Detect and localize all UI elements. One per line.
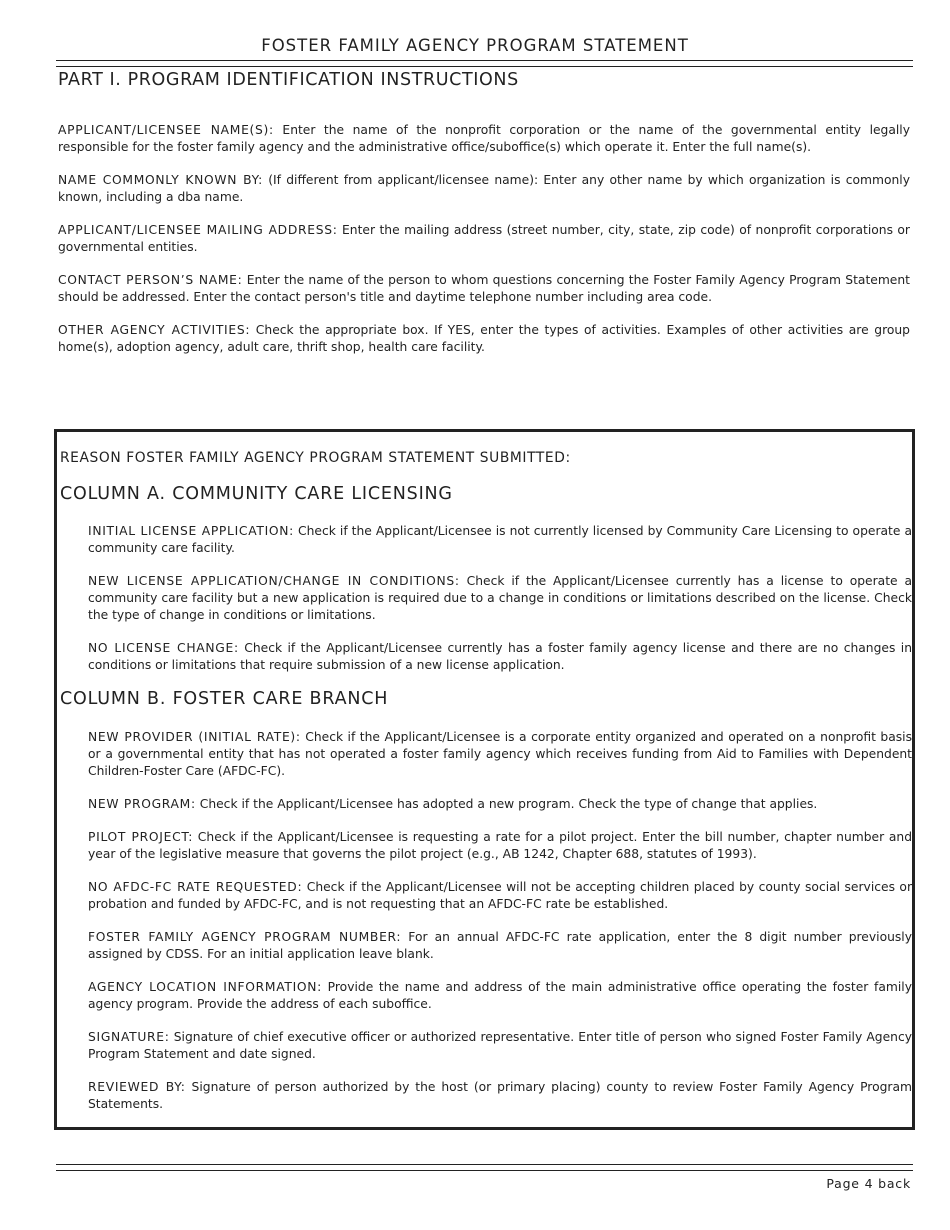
instruction-paragraph — [58, 272, 910, 306]
column-b-items — [88, 729, 912, 1129]
instruction-label: OTHER AGENCY ACTIVITIES: — [58, 323, 251, 337]
instruction-label: AGENCY LOCATION INFORMATION: — [88, 980, 323, 994]
instruction-label: APPLICANT/LICENSEE NAME(S): — [58, 123, 274, 137]
instruction-paragraph — [88, 979, 912, 1013]
instruction-label: PILOT PROJECT: — [88, 830, 194, 844]
instruction-label: NEW LICENSE APPLICATION/CHANGE IN CONDITIONS: — [88, 574, 460, 588]
instruction-label: INITIAL LICENSE APPLICATION: — [88, 524, 295, 538]
instruction-paragraph — [88, 829, 912, 863]
instruction-text: Check if the Applicant/Licensee is a corporate entity organized and operated on a nonprofit basis or a governmental entity that has not operated a foster family agency which receives funding from Aid to Families with Dependent Children-Foster Care (AFDC-FC). — [88, 730, 912, 778]
instruction-label: SIGNATURE: — [88, 1030, 170, 1044]
instruction-label: APPLICANT/LICENSEE MAILING ADDRESS: — [58, 223, 338, 237]
part1-instructions — [58, 122, 910, 372]
instruction-text: Enter the name of the person to whom questions concerning the Foster Family Agency Program Statement should be addressed. Enter the contact person's title and daytime telephone number including area code. — [58, 273, 910, 304]
instruction-paragraph — [88, 729, 912, 780]
instruction-paragraph — [88, 796, 912, 813]
instruction-text: Enter the name of the nonprofit corporation or the name of the governmental entity legally responsible for the foster family agency and the administrative office/suboffice(s) which operate it. Enter the full name(s). — [58, 123, 911, 154]
column-b-heading: COLUMN B. FOSTER CARE BRANCH — [60, 689, 389, 709]
column-a-heading: COLUMN A. COMMUNITY CARE LICENSING — [60, 484, 453, 504]
column-a-items — [88, 523, 912, 690]
instruction-paragraph — [88, 573, 912, 624]
document-title: FOSTER FAMILY AGENCY PROGRAM STATEMENT — [261, 36, 689, 55]
instruction-paragraph — [88, 640, 912, 674]
instruction-label: FOSTER FAMILY AGENCY PROGRAM NUMBER: — [88, 930, 402, 944]
instruction-paragraph — [88, 879, 912, 913]
reason-box — [54, 429, 915, 1130]
instruction-text: Check if the Applicant/Licensee will not be accepting children placed by county social services or probation and funded by AFDC-FC, and is not requesting that an AFDC-FC rate be established. — [88, 880, 912, 911]
instruction-paragraph — [58, 322, 910, 356]
instruction-paragraph — [88, 523, 912, 557]
instruction-paragraph — [88, 1079, 912, 1113]
instruction-label: NEW PROVIDER (INITIAL RATE): — [88, 730, 301, 744]
instruction-paragraph — [88, 929, 912, 963]
instruction-label: NO AFDC-FC RATE REQUESTED: — [88, 880, 303, 894]
instruction-paragraph — [58, 172, 910, 206]
instruction-text: Check if the Applicant/Licensee currently has a foster family agency license and there are no changes in conditions or limitations that require submission of a new license application. — [88, 641, 912, 672]
reason-heading: REASON FOSTER FAMILY AGENCY PROGRAM STATEMENT SUBMITTED: — [60, 450, 571, 466]
instruction-paragraph — [88, 1029, 912, 1063]
page-number: Page 4 back — [826, 1176, 911, 1191]
part-heading: PART I. PROGRAM IDENTIFICATION INSTRUCTIONS — [58, 70, 519, 90]
instruction-text: Check if the Applicant/Licensee currently has a license to operate a community care facility but a new application is required due to a change in conditions or limitations described on the license. Check the type of change in conditions or limitations. — [88, 574, 912, 622]
instruction-text: Check the appropriate box. If YES, enter the types of activities. Examples of other activities are group home(s), adoption agency, adult care, thrift shop, health care facility. — [58, 323, 910, 354]
instruction-label: NAME COMMONLY KNOWN BY: — [58, 173, 263, 187]
footer-double-rule — [56, 1164, 913, 1171]
instruction-text: Signature of person authorized by the host (or primary placing) county to review Foster Family Agency Program Statements. — [88, 1080, 912, 1111]
instruction-paragraph — [58, 222, 910, 256]
instruction-paragraph — [58, 122, 910, 156]
instruction-text: Provide the name and address of the main administrative office operating the foster family agency program. Provide the address of each suboffice. — [88, 980, 912, 1011]
instruction-label: NO LICENSE CHANGE: — [88, 641, 239, 655]
instruction-label: CONTACT PERSON’S NAME: — [58, 273, 243, 287]
instruction-text: Enter the mailing address (street number, city, state, zip code) of nonprofit corporations or governmental entities. — [58, 223, 910, 254]
instruction-text: Check if the Applicant/Licensee is not currently licensed by Community Care Licensing to operate a community care facility. — [88, 524, 912, 555]
instruction-label: REVIEWED BY: — [88, 1080, 186, 1094]
instruction-text: Signature of chief executive officer or authorized representative. Enter title of person who signed Foster Family Agency Program Statement and date signed. — [88, 1030, 912, 1061]
instruction-text: For an annual AFDC-FC rate application, enter the 8 digit number previously assigned by CDSS. For an initial application leave blank. — [88, 930, 912, 961]
header-double-rule — [56, 60, 913, 67]
instruction-text: Check if the Applicant/Licensee has adopted a new program. Check the type of change that applies. — [195, 797, 818, 811]
instruction-label: NEW PROGRAM: — [88, 797, 196, 811]
instruction-text: (If different from applicant/licensee name): Enter any other name by which organization is commonly known, including a dba name. — [58, 173, 910, 204]
instruction-text: Check if the Applicant/Licensee is requesting a rate for a pilot project. Enter the bill number, chapter number and year of the legislative measure that governs the pilot project (e.g., AB 1242, Chapter 688, statutes of 1993). — [88, 830, 913, 861]
